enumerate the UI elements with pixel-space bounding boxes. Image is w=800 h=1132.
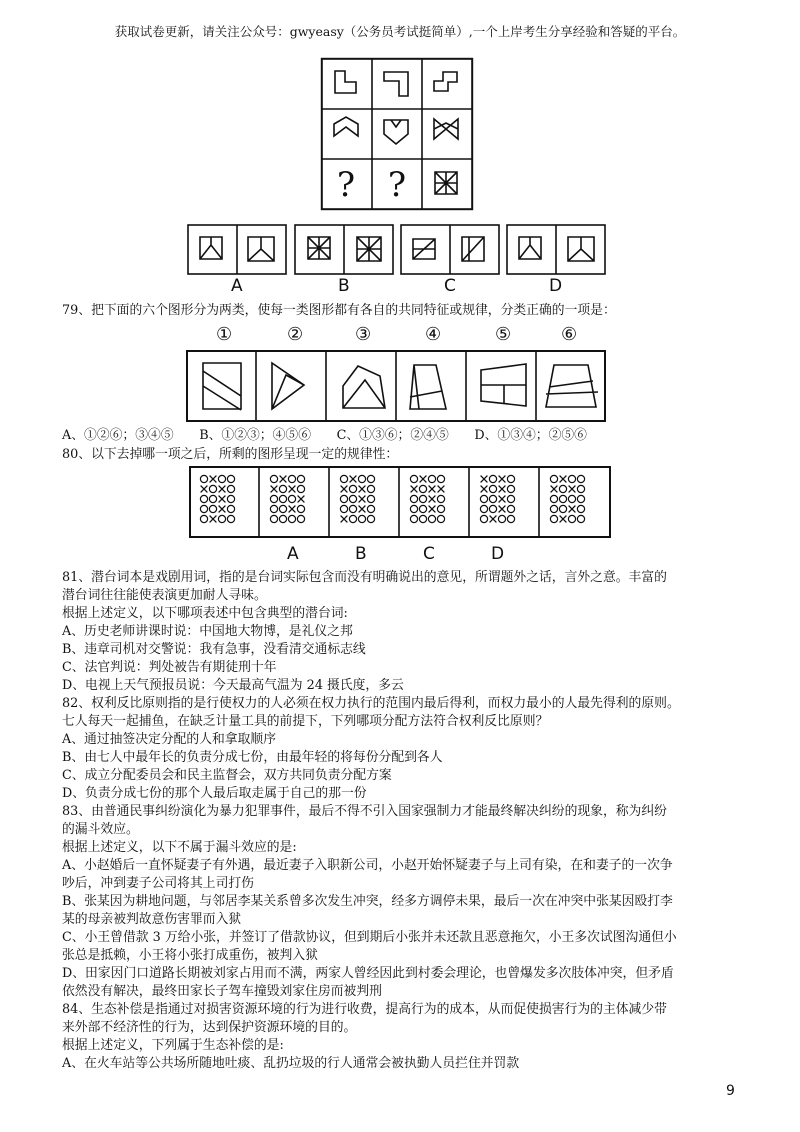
circle-mark bbox=[218, 475, 225, 482]
circle-mark bbox=[349, 515, 356, 522]
q83-option-a-1: A、小赵婚后一直怀疑妻子有外遇，最近妻子入职新公司，小赵开始怀疑妻子与上司有染，在和妻子的一次争 bbox=[62, 858, 673, 873]
circle-mark bbox=[480, 515, 487, 522]
circle-mark bbox=[507, 475, 514, 482]
circle-mark bbox=[550, 495, 557, 502]
q79-number-1: ① bbox=[216, 324, 233, 345]
cross-mark bbox=[289, 486, 296, 493]
q82-block bbox=[62, 695, 680, 803]
circle-mark bbox=[507, 495, 514, 502]
circle-mark bbox=[288, 495, 295, 502]
q78-option-b-label: B bbox=[338, 276, 350, 296]
circle-mark bbox=[200, 505, 207, 512]
step-shape-2 bbox=[384, 72, 408, 96]
cross-mark bbox=[490, 516, 497, 523]
circle-mark bbox=[367, 485, 374, 492]
q79-number-5: ⑤ bbox=[495, 324, 512, 345]
cross-mark bbox=[341, 516, 348, 523]
q83-line-2: 的漏斗效应。 bbox=[62, 822, 139, 837]
circle-mark bbox=[419, 505, 426, 512]
q83-option-a-2: 吵后，冲到妻子公司将其上司打伤 bbox=[62, 876, 254, 891]
cross-mark bbox=[499, 506, 506, 513]
circle-mark bbox=[367, 495, 374, 502]
q82-option-b: B、由七人中最年长的负责分成七份，由最年轻的将每份分配到各人 bbox=[62, 750, 443, 765]
circle-mark bbox=[410, 475, 417, 482]
cross-mark bbox=[219, 506, 226, 513]
q84-line-2: 来外部不经济性的行为，达到保护资源环境的目的。 bbox=[62, 1020, 357, 1035]
q83-option-b-1: B、张某因为耕地问题，与邻居李某关系曾多次发生冲突，经多方调停未果，最后一次在冲突中张某因殴打李 bbox=[62, 894, 673, 909]
circle-mark bbox=[227, 505, 234, 512]
circle-mark bbox=[550, 475, 557, 482]
q78-matrix-svg bbox=[321, 58, 473, 210]
circle-mark bbox=[227, 485, 234, 492]
q82-option-d: D、负责分成七份的那个人最后取走属于自己的那一份 bbox=[62, 786, 367, 801]
circle-mark bbox=[559, 505, 566, 512]
cross-mark bbox=[499, 496, 506, 503]
circle-mark bbox=[209, 495, 216, 502]
cross-mark bbox=[481, 486, 488, 493]
q83-block bbox=[62, 803, 677, 1001]
cross-mark bbox=[551, 486, 558, 493]
circle-mark bbox=[419, 515, 426, 522]
circle-mark bbox=[437, 495, 444, 502]
circle-mark bbox=[349, 495, 356, 502]
q81-line-1: 81、潜台词本是戏剧用词，指的是台词实际包含而没有明确说出的意见，所谓题外之话，言外之意。丰富的 bbox=[62, 570, 667, 585]
cross-mark bbox=[560, 476, 567, 483]
circle-mark bbox=[577, 485, 584, 492]
circle-mark bbox=[218, 515, 225, 522]
cross-mark bbox=[569, 506, 576, 513]
cross-mark bbox=[429, 496, 436, 503]
circle-mark bbox=[297, 515, 304, 522]
circle-mark bbox=[419, 495, 426, 502]
q80-option-a-label: A bbox=[287, 544, 299, 564]
arrow-shape-1 bbox=[334, 117, 358, 136]
circle-mark bbox=[227, 495, 234, 502]
q81-option-b: B、违章司机对交警说：我有急事，没看清交通标志线 bbox=[62, 642, 366, 657]
cross-mark bbox=[201, 486, 208, 493]
shield-shape bbox=[384, 120, 408, 144]
q78-matrix bbox=[321, 58, 473, 214]
circle-mark bbox=[288, 475, 295, 482]
circle-mark bbox=[489, 485, 496, 492]
cross-mark bbox=[359, 486, 366, 493]
q83-option-c-1: C、小王曾借款 3 万给小张，并签订了借款协议，但到期后小张并未还款且恶意拖欠，小王多次试图沟通但小 bbox=[62, 930, 677, 945]
circle-mark bbox=[270, 505, 277, 512]
circle-mark bbox=[577, 515, 584, 522]
circle-mark bbox=[550, 505, 557, 512]
circle-mark bbox=[200, 515, 207, 522]
cross-mark bbox=[271, 486, 278, 493]
circle-mark bbox=[498, 515, 505, 522]
cross-mark bbox=[569, 486, 576, 493]
cross-mark bbox=[280, 476, 287, 483]
cross-mark bbox=[350, 476, 357, 483]
circle-mark bbox=[489, 495, 496, 502]
q81-line-3: 根据上述定义，以下哪项表述中包含典型的潜台词: bbox=[62, 606, 348, 621]
circle-mark bbox=[410, 515, 417, 522]
q82-line-2: 七人每天一起捕鱼，在缺乏计量工具的前提下，下列哪项分配方法符合权利反比原则？ bbox=[62, 714, 549, 729]
cross-mark bbox=[210, 476, 217, 483]
step-shape-1 bbox=[335, 71, 356, 93]
cross-mark bbox=[411, 486, 418, 493]
circle-mark bbox=[577, 475, 584, 482]
cross-mark bbox=[499, 486, 506, 493]
circle-mark bbox=[227, 475, 234, 482]
circle-mark bbox=[367, 475, 374, 482]
question-mark-2: ? bbox=[387, 165, 407, 205]
circle-mark bbox=[349, 505, 356, 512]
cross-mark bbox=[298, 496, 305, 503]
circle-mark bbox=[410, 505, 417, 512]
q83-option-c-2: 张总是抵赖，小王将小张打成重伤，被判入狱 bbox=[62, 948, 318, 963]
q81-option-a: A、历史老师讲课时说：中国地大物博，是礼仪之邦 bbox=[62, 624, 353, 639]
cross-mark bbox=[210, 516, 217, 523]
circle-mark bbox=[437, 505, 444, 512]
circle-mark bbox=[209, 485, 216, 492]
q80-option-b-label: B bbox=[355, 544, 367, 564]
circle-mark bbox=[568, 515, 575, 522]
circle-mark bbox=[279, 485, 286, 492]
q81-option-d: D、电视上天气预报员说：今天最高气温为 24 摄氏度，多云 bbox=[62, 678, 404, 693]
q83-line-3: 根据上述定义，以下不属于漏斗效应的是: bbox=[62, 840, 297, 855]
cross-mark bbox=[420, 476, 427, 483]
q84-line-3: 根据上述定义，下列属于生态补偿的是: bbox=[62, 1038, 284, 1053]
q82-option-a: A、通过抽签决定分配的人和拿取顺序 bbox=[62, 732, 276, 747]
cross-mark bbox=[429, 486, 436, 493]
cross-mark bbox=[499, 476, 506, 483]
circle-mark bbox=[297, 505, 304, 512]
q80-option-d-label: D bbox=[491, 544, 505, 564]
q78-options-svg bbox=[187, 224, 609, 276]
circle-mark bbox=[507, 485, 514, 492]
q79-figures-svg bbox=[186, 350, 606, 422]
circle-mark bbox=[340, 495, 347, 502]
cross-mark bbox=[219, 496, 226, 503]
q78-options bbox=[187, 224, 609, 296]
circle-mark bbox=[349, 485, 356, 492]
circle-mark bbox=[367, 505, 374, 512]
circle-mark bbox=[279, 495, 286, 502]
step-shape-3 bbox=[434, 72, 457, 91]
circle-mark bbox=[489, 505, 496, 512]
circle-mark bbox=[358, 515, 365, 522]
q78-option-a-label: A bbox=[231, 276, 243, 296]
circle-mark bbox=[209, 505, 216, 512]
circle-mark bbox=[507, 505, 514, 512]
q83-option-d-2: 依然没有解决，最终田家长子驾车撞毁刘家住房而被判刑 bbox=[62, 984, 382, 999]
page-number: 9 bbox=[726, 1083, 735, 1099]
circle-mark bbox=[480, 505, 487, 512]
circle-mark bbox=[279, 515, 286, 522]
q83-option-b-2: 某的母亲被判故意伤害罪而入狱 bbox=[62, 912, 242, 927]
circle-mark bbox=[559, 485, 566, 492]
q82-option-c: C、成立分配委员会和民主监督会，双方共同负责分配方案 bbox=[62, 768, 392, 783]
circle-mark bbox=[577, 495, 584, 502]
circle-mark bbox=[367, 515, 374, 522]
bowtie-shape bbox=[434, 119, 458, 139]
pinwheel-shape bbox=[435, 172, 457, 194]
circle-mark bbox=[437, 515, 444, 522]
circle-mark bbox=[288, 515, 295, 522]
page-header: 获取试卷更新，请关注公众号：gwyeasy（公务员考试挺简单）,一个上岸考生分享经验和答疑的平台。 bbox=[114, 24, 686, 39]
q83-option-d-1: D、田家因门口道路长期被刘家占用而不满，两家人曾经因此到村委会理论，也曾爆发多次肢体冲突，但矛盾 bbox=[62, 966, 674, 981]
q81-block bbox=[62, 569, 667, 695]
circle-mark bbox=[489, 475, 496, 482]
circle-mark bbox=[340, 475, 347, 482]
q82-line-1: 82、权利反比原则指的是行使权力的人必须在权力执行的范围内最后得利，而权力最小的人最先得利的原则。 bbox=[62, 696, 680, 711]
circle-mark bbox=[419, 485, 426, 492]
cross-mark bbox=[429, 506, 436, 513]
circle-mark bbox=[270, 495, 277, 502]
circle-mark bbox=[428, 475, 435, 482]
circle-mark bbox=[428, 515, 435, 522]
circle-mark bbox=[279, 505, 286, 512]
circle-mark bbox=[550, 515, 557, 522]
circle-mark bbox=[480, 495, 487, 502]
cross-mark bbox=[359, 496, 366, 503]
q81-option-c: C、法官判说：判处被告有期徒刑十年 bbox=[62, 660, 277, 675]
q78-option-d-label: D bbox=[549, 276, 563, 296]
circle-mark bbox=[507, 515, 514, 522]
circle-mark bbox=[437, 475, 444, 482]
q79-number-3: ③ bbox=[355, 324, 372, 345]
circle-mark bbox=[577, 505, 584, 512]
q84-block bbox=[62, 1001, 667, 1073]
q78-option-c-label: C bbox=[444, 276, 456, 296]
q79-figures bbox=[186, 350, 606, 426]
circle-mark bbox=[200, 495, 207, 502]
cross-mark bbox=[219, 486, 226, 493]
circle-mark bbox=[270, 475, 277, 482]
cross-mark bbox=[341, 486, 348, 493]
q80-option-c-label: C bbox=[423, 544, 435, 564]
q84-line-1: 84、生态补偿是指通过对损害资源环境的行为进行收费，提高行为的成本，从而促使损害行为的主体减少带 bbox=[62, 1002, 667, 1017]
q79-stem: 79、把下面的六个图形分为两类，使每一类图形都有各自的共同特征或规律，分类正确的一项是： bbox=[62, 303, 616, 318]
cross-mark bbox=[560, 516, 567, 523]
circle-mark bbox=[297, 485, 304, 492]
circle-mark bbox=[568, 475, 575, 482]
cross-mark bbox=[438, 486, 445, 493]
circle-mark bbox=[358, 475, 365, 482]
circle-mark bbox=[297, 475, 304, 482]
circle-mark bbox=[200, 475, 207, 482]
q79-choices: A、①②⑥；③④⑤ B、①②③；④⑤⑥ C、①③⑥；②④⑤ D、①③④；②⑤⑥ bbox=[62, 428, 587, 443]
q83-line-1: 83、由普通民事纠纷演化为暴力犯罪事件，最后不得不引入国家强制力才能最终解决纠纷的现象，称为纠纷 bbox=[62, 804, 667, 819]
circle-mark bbox=[227, 515, 234, 522]
q79-number-6: ⑥ bbox=[561, 324, 578, 345]
circle-mark bbox=[340, 505, 347, 512]
circle-mark bbox=[559, 495, 566, 502]
q79-number-4: ④ bbox=[425, 324, 442, 345]
question-mark-1: ? bbox=[336, 165, 356, 205]
circle-mark bbox=[270, 515, 277, 522]
cross-mark bbox=[359, 506, 366, 513]
q80-figures-svg bbox=[189, 466, 611, 538]
q81-line-2: 潜台词往往能使表演更加耐人寻味。 bbox=[62, 588, 267, 603]
cross-mark bbox=[289, 506, 296, 513]
q79-number-2: ② bbox=[287, 324, 304, 345]
cross-mark bbox=[481, 476, 488, 483]
q80-stem: 80、以下去掉哪一项之后，所剩的图形呈现一定的规律性： bbox=[62, 447, 399, 462]
q80-figures bbox=[189, 466, 611, 564]
q84-option-a: A、在火车站等公共场所随地吐痰、乱扔垃圾的行人通常会被执勤人员拦住并罚款 bbox=[62, 1056, 520, 1071]
circle-mark bbox=[410, 495, 417, 502]
circle-mark bbox=[568, 495, 575, 502]
